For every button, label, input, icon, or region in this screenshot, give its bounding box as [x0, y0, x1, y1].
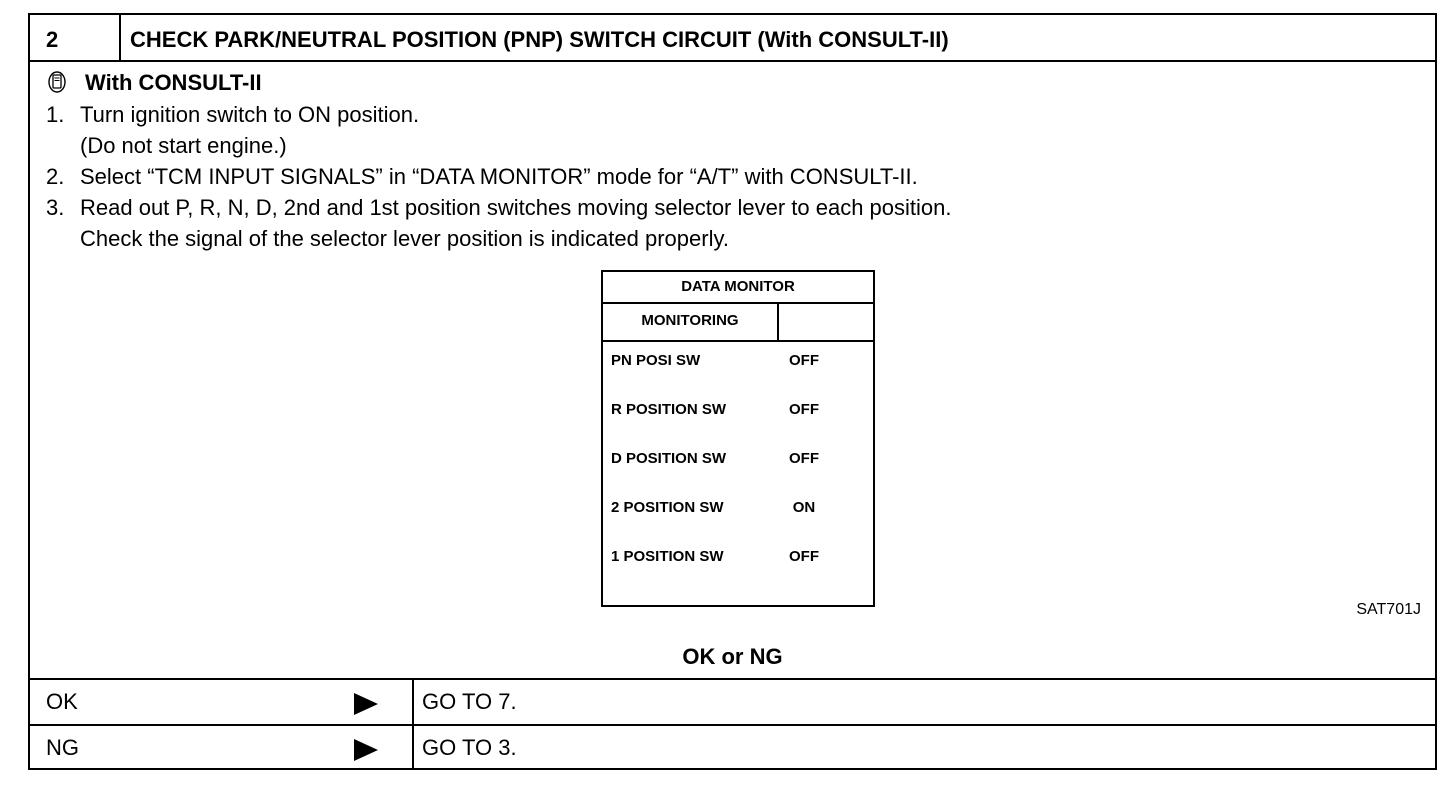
monitor-item-value: OFF	[789, 401, 819, 418]
data-monitor-panel	[601, 270, 875, 607]
procedure-table	[28, 13, 1437, 770]
instruction-item	[46, 99, 419, 130]
data-monitor-subheader-row	[603, 302, 873, 342]
monitor-item-label: 1 POSITION SW	[611, 548, 724, 565]
result-question: OK or NG	[682, 644, 783, 669]
instruction-continuation	[46, 223, 729, 254]
arrow-right-icon	[354, 693, 378, 715]
instruction-continuation	[46, 130, 287, 161]
instruction-number: 1.	[46, 102, 65, 127]
consult-tool-icon	[48, 71, 66, 93]
monitoring-label: MONITORING	[603, 302, 779, 340]
instruction-text: Select “TCM INPUT SIGNALS” in “DATA MONITOR” mode for “A/T” with CONSULT-II.	[80, 164, 918, 189]
step-title: CHECK PARK/NEUTRAL POSITION (PNP) SWITCH CIRCUIT (With CONSULT-II)	[130, 27, 949, 52]
instruction-text: Turn ignition switch to ON position.	[80, 102, 420, 127]
result-action-ng: GO TO 3.	[422, 735, 517, 760]
consult-heading: With CONSULT-II	[85, 70, 262, 95]
instruction-item	[46, 192, 952, 223]
monitor-item-label: 2 POSITION SW	[611, 499, 724, 516]
result-action-ok: GO TO 7.	[422, 689, 517, 714]
result-label-ng: NG	[46, 735, 79, 760]
arrow-right-icon	[354, 739, 378, 761]
step-number: 2	[46, 27, 59, 52]
monitor-item-value: ON	[792, 499, 816, 516]
monitor-item-label: PN POSI SW	[611, 352, 701, 369]
instruction-text: Check the signal of the selector lever position is indicated properly.	[80, 226, 729, 251]
header-divider	[119, 15, 121, 60]
monitor-item-value: OFF	[789, 450, 819, 467]
instruction-item	[46, 161, 918, 192]
monitor-item-value: OFF	[789, 548, 819, 565]
monitor-item-value: OFF	[789, 352, 819, 369]
instruction-text: (Do not start engine.)	[80, 133, 287, 158]
result-label-ok: OK	[46, 689, 78, 714]
figure-code: SAT701J	[1356, 601, 1421, 618]
data-monitor-title: DATA MONITOR	[603, 272, 873, 304]
instruction-text: Read out P, R, N, D, 2nd and 1st position switches moving selector lever to each position.	[80, 195, 952, 220]
header-separator	[30, 60, 1435, 62]
result-row-separator	[30, 724, 1435, 726]
results-separator	[30, 678, 1435, 680]
monitor-item-label: R POSITION SW	[611, 401, 727, 418]
instruction-number: 3.	[46, 195, 65, 220]
instruction-number: 2.	[46, 164, 65, 189]
monitor-item-label: D POSITION SW	[611, 450, 727, 467]
